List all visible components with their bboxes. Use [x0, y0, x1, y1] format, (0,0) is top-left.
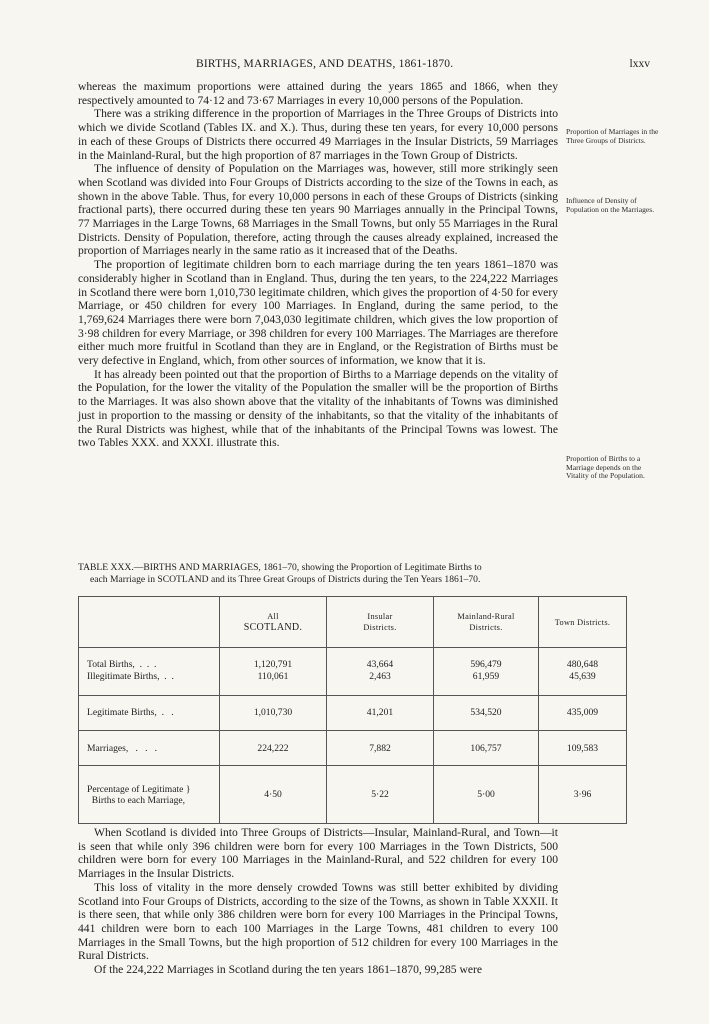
- cell-town: 435,009: [539, 695, 627, 730]
- cell-mainland: 106,757: [434, 730, 539, 765]
- label-total-births: Total Births,: [87, 659, 135, 671]
- value: 596,479: [470, 659, 502, 671]
- header-mainland-l2: Districts.: [469, 623, 503, 632]
- value: 480,648: [566, 659, 599, 671]
- table-caption: [78, 562, 638, 586]
- cell-town: 3·96: [539, 766, 627, 824]
- page-number: lxxv: [629, 58, 650, 70]
- paragraph: The proportion of legitimate children born to each marriage during the ten years 1861–1870 was considerably higher in Scotland than in England. Thus, during the ten years, to the 224,222 Marriages in Scotland there were born 1,010,730 legitimate children, which gives the proportion of 4·50 for every Marriage, or 450 children for every 100 Marriages. In England, during the same period, to the 1,769,624 Marriages there were born 7,043,030 legitimate children, which gives the low proportion of 3·98 children for every Marriage, or 398 children for every 100 Marriages. The Marriages are therefore either much more fruitful in Scotland than they are in England, or the Registration of Births must be very defective in England, which, from other sources of information, we know that it is.: [78, 258, 558, 368]
- row-label: Marriages, . . .: [79, 730, 220, 765]
- header-mainland-l1: Mainland-Rural: [457, 612, 515, 621]
- paragraph: There was a striking difference in the proportion of Marriages in the Three Groups of Districts into which we divide Scotland (Tables IX. and X.). Thus, during these ten years, for every 10,000 persons in each of these Groups of Districts there occurred 49 Marriages in the Insular Districts, 59 Marriages in the Mainland-Rural, but the high proportion of 87 marriages in the Town Group of Districts.: [78, 107, 558, 162]
- cell-insular: 7,882: [327, 730, 434, 765]
- paragraph: This loss of vitality in the more densely crowded Towns was still better exhibited by dividing Scotland into Four Groups of Districts, according to the size of the Towns, as shown in Table XXXII. It is there seen, that while only 386 children were born for every 100 Marriages in the Principal Towns, 441 children were born to each 100 Marriages in the Large Towns, 481 children to every 100 Marriages in the Small Towns, but the high proportion of 512 children for every 100 Marriages in the Rural Districts.: [78, 880, 558, 963]
- value: 2,463: [369, 671, 391, 683]
- running-title: BIRTHS, MARRIAGES, AND DEATHS, 1861-1870.: [196, 58, 454, 70]
- cell-mainland: 5·00: [434, 766, 539, 824]
- paragraph: whereas the maximum proportions were attained during the years 1865 and 1866, when they respectively amounted to 74·12 and 73·67 Marriages in every 10,000 persons of the Population.: [78, 80, 558, 107]
- paragraph: The influence of density of Population on the Marriages was, however, still more strikingly seen when Scotland was divided into Four Groups of Districts according to the size of the Towns in each, as shown in the above Table. Thus, for every 10,000 persons in each of these Groups of Districts (sinking fractional parts), there occurred during these ten years 90 Marriages annually in the Principal Towns, 77 Marriages in the Large Towns, 68 Marriages in the Small Towns, but only 55 Marriages in the Rural Districts. Density of Population, therefore, acting through the causes already explained, increased the proportion of Marriages nearly in the same ratio as it increased that of the Deaths.: [78, 162, 558, 258]
- label-illegitimate-births: Illegitimate Births,: [87, 671, 160, 683]
- header-town: [539, 597, 627, 648]
- header-all-l2: SCOTLAND.: [243, 622, 303, 633]
- margin-note-density: Influence of Density of Population on the Marriages.: [566, 196, 655, 214]
- cell-insular: [327, 648, 434, 696]
- row-label: Legitimate Births, . .: [79, 695, 220, 730]
- header-mainland-rural: [434, 597, 539, 648]
- cell-insular: 5·22: [327, 766, 434, 824]
- row-label: Percentage of Legitimate } Births to each Marriage,: [79, 766, 220, 824]
- value: 43,664: [366, 659, 394, 671]
- label-legitimate-births: Legitimate Births,: [87, 707, 157, 719]
- paragraph: It has already been pointed out that the proportion of Births to a Marriage depends on the vitality of the Population, for the lower the vitality of the Population the smaller will be the proportion of Births to the Marriages. It was also shown above that the vitality of the inhabitants of Towns was diminished just in proportion to the massing or density of the inhabitants, so that the vitality of the inhabitants of the Rural Districts was highest, while that of the inhabitants of the Principal Towns was lowest. The two Tables XXX. and XXXI. illustrate this.: [78, 367, 558, 450]
- label-percentage-l1: Percentage of Legitimate: [87, 783, 184, 795]
- cell-mainland: [434, 648, 539, 696]
- header-all-scotland: [220, 597, 327, 648]
- value: 1,120,791: [253, 659, 293, 671]
- page-header: [78, 58, 658, 74]
- margin-note-vitality: Proportion of Births to a Marriage depends on the Vitality of the Population.: [566, 454, 645, 481]
- cell-all: [220, 648, 327, 696]
- header-label-cell: [79, 597, 220, 648]
- body-text-top: [78, 80, 558, 450]
- cell-all: 1,010,730: [220, 695, 327, 730]
- header-insular: [327, 597, 434, 648]
- margin-note-marriage-groups: Proportion of Marriages in the Three Groups of Districts.: [566, 127, 659, 145]
- header-town-label: Town Districts.: [554, 617, 611, 627]
- cell-all: 224,222: [220, 730, 327, 765]
- table-row: [79, 695, 627, 730]
- paragraph: When Scotland is divided into Three Groups of Districts—Insular, Mainland-Rural, and Town—it is seen that while only 396 children were born for every 100 Marriages in the Town Districts, 500 children were born for every 100 Marriages in the Mainland-Rural, and 522 children for every 100 Marriages in the Insular Districts.: [78, 826, 558, 881]
- body-text-bottom: [78, 826, 558, 977]
- cell-town: [539, 648, 627, 696]
- header-insular-l2: Districts.: [363, 623, 397, 632]
- header-insular-l1: Insular: [367, 612, 393, 621]
- cell-insular: 41,201: [327, 695, 434, 730]
- table-caption-sub: each Marriage in SCOTLAND and its Three Great Groups of Districts during the Ten Years 1861–70.: [90, 574, 481, 585]
- cell-all: 4·50: [220, 766, 327, 824]
- table-row: [79, 730, 627, 765]
- paragraph: Of the 224,222 Marriages in Scotland during the ten years 1861–1870, 99,285 were: [94, 963, 482, 977]
- header-all-l1: All: [267, 612, 279, 621]
- table-row: [79, 766, 627, 824]
- births-marriages-table: [78, 596, 627, 824]
- table-row: [79, 648, 627, 696]
- label-marriages: Marriages,: [87, 742, 129, 754]
- value: 110,061: [257, 671, 289, 683]
- cell-town: 109,583: [539, 730, 627, 765]
- table-caption-main: TABLE XXX.—BIRTHS AND MARRIAGES, 1861–70, showing the Proportion of Legitimate Births to: [78, 562, 482, 573]
- cell-mainland: 534,520: [434, 695, 539, 730]
- label-percentage-l2: Births to each Marriage,: [91, 794, 186, 806]
- table-header-row: [79, 597, 627, 648]
- row-label: Total Births, . . . Illegitimate Births, . .: [79, 648, 220, 696]
- value: 61,959: [472, 671, 500, 683]
- value: 45,639: [569, 671, 596, 683]
